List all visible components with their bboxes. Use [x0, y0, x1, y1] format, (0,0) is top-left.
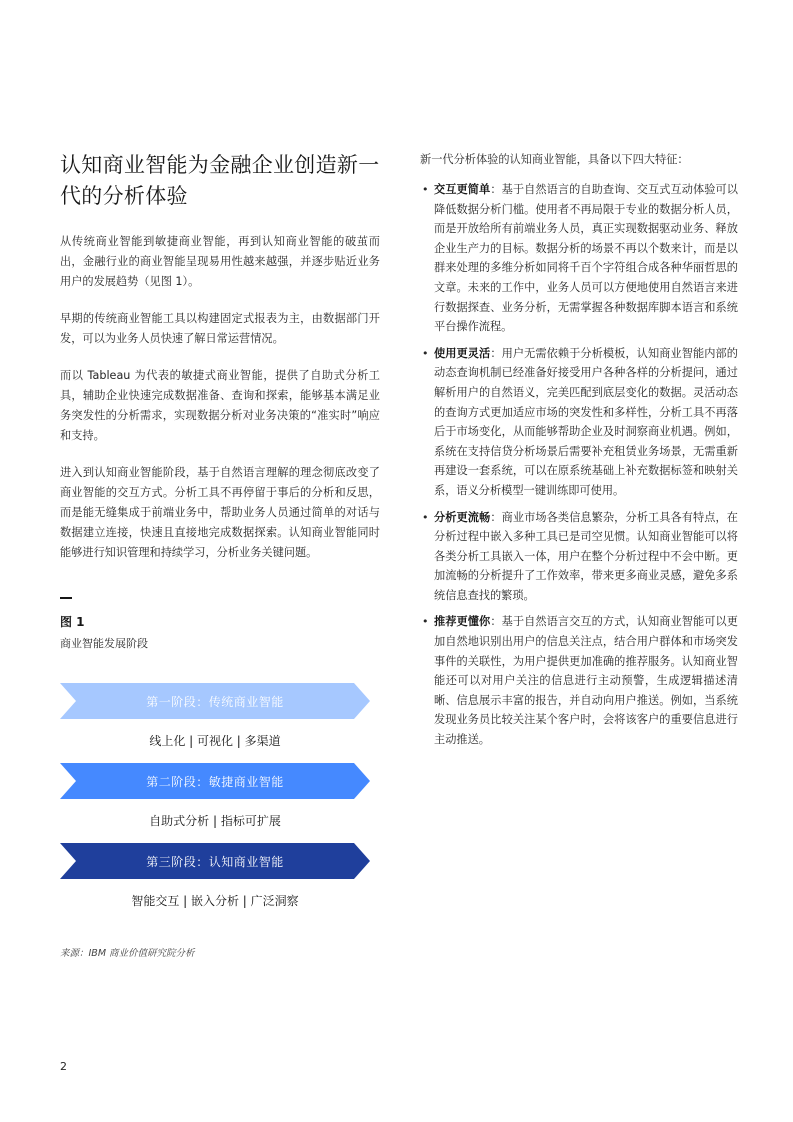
features-intro: 新一代分析体验的认知商业智能，具备以下四大特征：: [420, 153, 689, 166]
stage-2-title: 第二阶段：敏捷商业智能: [146, 774, 284, 789]
paragraph-2: 早期的传统商业智能工具以构建固定式报表为主，由数据部门开发，可以为业务人员快速了解日常运营情况。: [60, 312, 380, 345]
stage-1-subtitle: 线上化 | 可视化 | 多渠道: [149, 734, 281, 748]
feature-text: ：用户无需依赖于分析模板，认知商业智能内部的动态查询机制已经准备好接受用户各种各样的分析提问，通过解析用户的自然语义，完美匹配到底层变化的数据。灵活动态的查询方式更加适应市场的突发性和多样性，分析工具不再落后于市场变化，从而能够帮助企业及时洞察商业机遇。例如，系统在支持信贷分析场景后需要补充租赁业务场景，无需重新再建设一套系统，可以在原系统基础上补充数据标签和映射关系，语义分析模型一键训练即可使用。: [434, 346, 738, 497]
stage-2-banner: [60, 763, 370, 799]
figure-stages: [60, 683, 380, 923]
stage-3-subtitle: 智能交互 | 嵌入分析 | 广泛洞察: [131, 894, 299, 908]
stage-1-title: 第一阶段：传统商业智能: [146, 694, 284, 709]
page-number: 2: [60, 1060, 67, 1073]
stage-2-subtitle: 自助式分析 | 指标可扩展: [149, 814, 281, 828]
figure-caption: 商业智能发展阶段: [60, 637, 148, 650]
figure-label: 图 1: [60, 615, 85, 629]
bullet-icon: •: [422, 346, 429, 360]
bullet-icon: •: [422, 510, 429, 524]
features-list: [420, 180, 738, 750]
feature-term: 使用更灵活: [434, 346, 491, 360]
feature-term: 交互更简单: [434, 183, 491, 196]
stage-3-banner: [60, 843, 370, 879]
left-column: [60, 150, 380, 959]
paragraph-4: 进入到认知商业智能阶段，基于自然语言理解的理念彻底改变了商业智能的交互方式。分析工具不再停留于事后的分析和反思，而是能无缝集成于前端业务中，帮助业务人员通过简单的对话与数据建立连接，快速且直接地完成数据探索。认知商业智能同时能够进行知识管理和持续学习，分析业务关键问题。: [60, 466, 380, 559]
feature-text: ：基于自然语言的自助查询、交互式互动体验可以降低数据分析门槛。使用者不再局限于专业的数据分析人员，而是开放给所有前端业务人员，真正实现数据驱动业务、释放企业生产力的目标。数据分析的场景不再以个数来计，而是以群来处理的多维分析如同将千百个字符组合成各种华丽哲思的文章。未来的工作中，业务人员可以方便地使用自然语言来进行数据探查、业务分析，无需掌握各种数据库脚本语言和系统平台操作流程。: [434, 183, 738, 334]
feature-item: [420, 612, 738, 749]
right-column: [420, 150, 738, 757]
section-title: 认知商业智能为金融企业创造新一代的分析体验: [60, 153, 380, 208]
bullet-icon: •: [422, 615, 429, 629]
figure-rule: [60, 597, 72, 599]
feature-item: [420, 180, 738, 337]
figure-source: 来源：IBM 商业价值研究院分析: [60, 948, 195, 959]
paragraph-3: 而以 Tableau 为代表的敏捷式商业智能，提供了自助式分析工具，辅助企业快速完成数据准备、查询和探索，能够基本满足业务突发性的分析需求，实现数据分析对业务决策的“准实时”响应和支持。: [60, 369, 380, 442]
feature-item: [420, 344, 738, 501]
feature-text: ：商业市场各类信息繁杂，分析工具各有特点，在分析过程中嵌入多种工具已是司空见惯。认知商业智能可以将各类分析工具嵌入一体，用户在整个分析过程中不会中断。更加流畅的分析提升了工作效率，带来更多商业灵感，避免多系统信息查找的繁琐。: [434, 510, 738, 602]
feature-term: 推荐更懂你: [434, 615, 491, 629]
bullet-icon: •: [422, 183, 429, 196]
feature-item: [420, 508, 738, 606]
stage-3-title: 第三阶段：认知商业智能: [146, 854, 284, 869]
stage-1-banner: [60, 683, 370, 719]
paragraph-1: 从传统商业智能到敏捷商业智能，再到认知商业智能的破茧而出，金融行业的商业智能呈现易用性越来越强，并逐步贴近业务用户的发展趋势（见图 1）。: [60, 235, 380, 288]
feature-term: 分析更流畅: [434, 510, 491, 524]
feature-text: ：基于自然语言交互的方式，认知商业智能可以更加自然地识别出用户的信息关注点，结合用户群体和市场突发事件的关联性，为用户提供更加准确的推荐服务。认知商业智能还可以对用户关注的信息进行主动预警，生成逻辑描述清晰、信息展示丰富的报告，并自动向用户推送。例如，当系统发现业务员比较关注某个客户时，会将该客户的重要信息进行主动推送。: [434, 615, 738, 747]
